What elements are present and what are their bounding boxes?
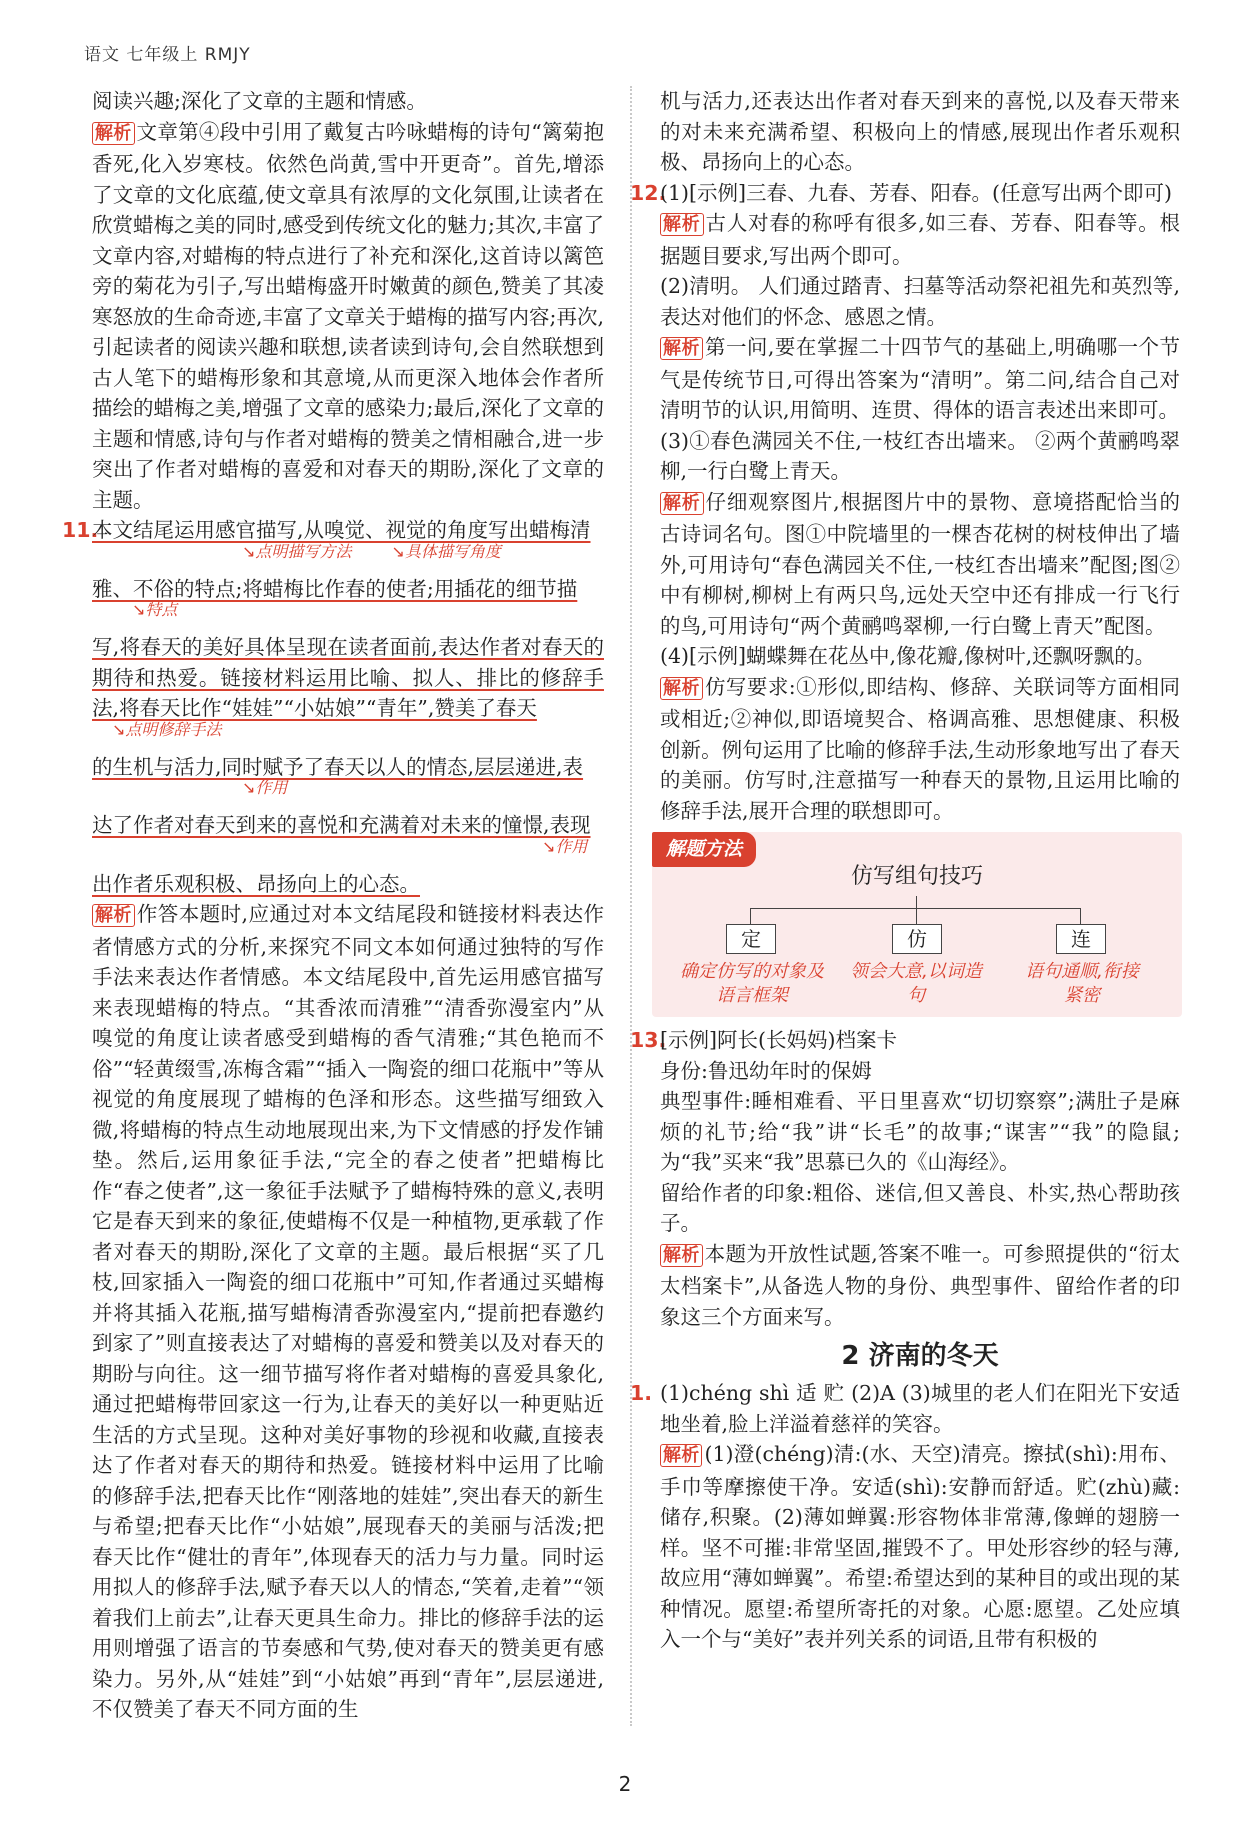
analysis-q13: 解析 本题为开放性试题,答案不唯一。可参照提供的“衍太太档案卡”,从备选人物的身份、典型事件、留给作者的印象这三个方面来写。 <box>660 1241 1180 1329</box>
tree-line <box>916 896 917 908</box>
tree-line <box>916 908 917 924</box>
paragraph: 阅读兴趣;深化了文章的主题和情感。 <box>92 89 427 113</box>
page-header: 语文 七年级上 RMJY <box>84 45 251 65</box>
question-11 <box>62 515 604 899</box>
answer-line: 达了作者对春天到来的喜悦和充满着对未来的憧憬,表现 <box>92 813 591 837</box>
method-box <box>652 832 1182 1017</box>
answer-line: 本文结尾运用感官描写,从嗅觉、视觉的角度写出蜡梅清 <box>92 518 591 542</box>
handwritten-note: ↘点明描写方法 ↘具体描写角度 <box>242 541 501 561</box>
method-node: 连 <box>1056 924 1106 954</box>
method-node: 仿 <box>892 924 942 954</box>
method-title: 仿写组句技巧 <box>850 864 983 889</box>
question-12-4: (4)[示例]蝴蝶舞在花丛中,像花瓣,像树叶,还飘呀飘的。 <box>660 644 1156 668</box>
answer-line: 出作者乐观积极、昂扬向上的心态。 <box>92 871 420 896</box>
tree-line <box>750 908 1080 909</box>
analysis-tag: 解析 <box>660 492 704 515</box>
handwritten-note: ↘作用 <box>542 836 588 856</box>
right-column <box>630 86 1181 1655</box>
page-number: 2 <box>618 1772 632 1796</box>
method-node-desc: 语句通顺,衔接紧密 <box>1025 961 1139 1006</box>
handwritten-note: ↘点明修辞手法 <box>112 719 222 739</box>
tree-line <box>750 908 751 924</box>
analysis-tag: 解析 <box>92 122 135 145</box>
question-12-2: (2)清明。 人们通过踏青、扫墓等活动祭祀祖先和英烈等,表达对他们的怀念、感恩之情。 <box>660 274 1180 329</box>
section-question-1: 1. (1)chéng shì 适 贮 (2)A (3)城里的老人们在阳光下安适地坐着,脸上洋溢着慈祥的笑容。 <box>660 1378 1180 1439</box>
method-node-desc: 领会大意,以词造句 <box>850 961 982 1006</box>
analysis-q12-1: 解析 古人对春的称呼有很多,如三春、芳春、阳春等。根据题目要求,写出两个即可。 <box>660 211 1181 268</box>
analysis-q11: 解析 作答本题时,应通过对本文结尾段和链接材料表达作者情感方式的分析,来探究不同文本如何通过独特的写作手法来表达作者情感。本文结尾段中,首先运用感官描写来表现蜡梅的特点。“其香浓而清雅”“清香弥漫室内”从嗅觉的角度让读者感受到蜡梅的香气清雅;“其色艳而不俗”“轻黄缀雪,冻梅含霜”“插入一陶瓷的细口花瓶中”等从视觉的角度展现了蜡梅的色泽和形态。这些描写细致入微,将蜡梅的特点生动地展现出来,为下文情感的抒发作铺垫。然后,运用象征手法,“完全的春之使者”把蜡梅比作“春之使者”,这一象征手法赋予了蜡梅特殊的意义,表明它是春天到来的象征,使蜡梅不仅是一种植物,更承载了作者对春天的期盼,深化了文章的主题。最后根据“买了几枝,回家插入一陶瓷的细口花瓶中”可知,作者通过买蜡梅并将其插入花瓶,描写蜡梅清香弥漫室内,“提前把春邀约到家了”则直接表达了对蜡梅的喜爱和赞美以及对春天的期盼与向往。这一细节描写将作者对蜡梅的喜爱具象化,通过把蜡梅带回家这一行为,让春天的美好以一种更贴近生活的方式呈现。这种对美好事物的珍视和收藏,直接表达了作者对春天的期待和热爱。链接材料中运用了比喻的修辞手法,把春天比作“刚落地的娃娃”,突出春天的新生与希望;把春天比作“小姑娘”,展现春天的美丽与活泼;把春天比作“健壮的青年”,体现春天的活力与力量。同时运用拟人的修辞手法,赋予春天以人的情态,“笑着,走着”“领着我们上前去”,让春天更具生命力。排比的修辞手法的运用则增强了语言的节奏感和气势,使对春天的赞美更有感染力。另外,从“娃娃”到“小姑娘”再到“青年”,层层递进,不仅赞美了春天不同方面的生 <box>92 902 605 1721</box>
handwritten-note: ↘作用 <box>242 778 288 797</box>
left-column <box>62 86 605 1725</box>
column-divider <box>630 86 632 1726</box>
question-number: 13. <box>630 1028 667 1052</box>
question-12-1: 12.(1)[示例]三春、九春、芳春、阳春。(任意写出两个即可) <box>660 178 1180 209</box>
analysis-q12-2: 解析 第一问,要在掌握二十四节气的基础上,明确哪一个节气是传统节日,可得出答案为“清明”。第二问,结合自己对清明节的认识,用简明、连贯、得体的语言表述出来即可。 <box>660 335 1180 422</box>
analysis-tag: 解析 <box>660 213 704 236</box>
paragraph: 典型事件:睡相难看、平日里喜欢“切切察察”;满肚子是麻烦的礼节;给“我”讲“长毛”的故事;“谋害”“我”的隐鼠;为“我”买来“我”思慕已久的《山海经》。 <box>660 1089 1180 1174</box>
tree-line <box>1080 908 1081 924</box>
answer-line: 写,将春天的美好具体呈现在读者面前,表达作者对春天的期待和热爱。链接材料运用比喻、拟人、排比的修辞手法,将春天比作“娃娃”“小姑娘”“青年”,赞美了春天 <box>92 635 604 720</box>
method-tag: 解题方法 <box>652 832 756 867</box>
question-number: 11. <box>62 518 99 542</box>
handwritten-note: ↘特点 <box>132 600 178 619</box>
paragraph: 身份:鲁迅幼年时的保姆 <box>660 1058 872 1083</box>
question-number: 12. <box>630 180 667 205</box>
analysis-q10: 解析 文章第④段中引用了戴复古吟咏蜡梅的诗句“篱菊抱香死,化入岁寒枝。依然色尚黄,雪中开更奇”。首先,增添了文章的文化底蕴,使文章具有浓厚的文化氛围,让读者在欣赏蜡梅之美的同时,感受到传统文化的魅力;其次,丰富了文章内容,对蜡梅的特点进行了补充和深化,这首诗以篱笆旁的菊花为引子,写出蜡梅盛开时嫩黄的颜色,赞美了其凌寒怒放的生命奇迹,丰富了文章关于蜡梅的描写内容;再次,引起读者的阅读兴趣和联想,读者读到诗句,会自然联想到古人笔下的蜡梅形象和其意境,从而更深入地体会作者所描绘的蜡梅之美,增强了文章的感染力;最后,深化了文章的主题和情感,诗句与作者对蜡梅的赞美之情相融合,进一步突出了作者对蜡梅的喜爱和对春天的期盼,深化了文章的主题。 <box>92 119 604 512</box>
answer-line: 雅、不俗的特点;将蜡梅比作春的使者;用插花的细节描 <box>92 576 578 601</box>
method-node-desc: 确定仿写的对象及语言框架 <box>680 961 824 1006</box>
analysis-tag: 解析 <box>660 337 703 360</box>
analysis-q12-4: 解析 仿写要求:①形似,即结构、修辞、关联词等方面相同或相近;②神似,即语境契合、格调高雅、思想健康、积极创新。例句运用了比喻的修辞手法,生动形象地写出了春天的美丽。仿写时,注意描写一种春天的景物,且运用比喻的修辞手法,展开合理的联想即可。 <box>660 674 1181 823</box>
question-13: 13.[示例]阿长(长妈妈)档案卡 <box>660 1025 1180 1056</box>
question-12-3: (3)①春色满园关不住,一枝红杏出墙来。 ②两个黄鹂鸣翠柳,一行白鹭上青天。 <box>660 428 1180 483</box>
paragraph: 机与活力,还表达出作者对春天到来的喜悦,以及春天带来的对未来充满希望、积极向上的情感,展现出作者乐观积极、昂扬向上的心态。 <box>660 89 1180 174</box>
analysis-tag: 解析 <box>660 1444 702 1467</box>
question-number: 1. <box>630 1381 653 1405</box>
paragraph: 留给作者的印象:粗俗、迷信,但又善良、朴实,热心帮助孩子。 <box>660 1180 1180 1235</box>
section-title: 2 济南的冬天 <box>841 1341 999 1371</box>
analysis-q12-3: 解析 仔细观察图片,根据图片中的景物、意境搭配恰当的古诗词名句。图①中院墙里的一棵杏花树的树枝伸出了墙外,可用诗句“春色满园关不住,一枝红杏出墙来”配图;图②中有柳树,柳树上有两只鸟,远处天空中还有排成一行飞行的鸟,可用诗句“两个黄鹂鸣翠柳,一行白鹭上青天”配图。 <box>660 489 1181 638</box>
analysis-tag: 解析 <box>92 904 135 927</box>
analysis-tag: 解析 <box>660 677 703 700</box>
answer-line: 的生机与活力,同时赋予了春天以人的情态,层层递进,表 <box>92 754 584 779</box>
analysis-tag: 解析 <box>660 1244 703 1267</box>
analysis-s1: 解析 (1)澄(chéng)清:(水、天空)清亮。擦拭(shì):用布、手巾等摩擦使干净。安适(shì):安静而舒适。贮(zhù)藏:储存,积聚。(2)薄如蝉翼:形容物体非常薄,像蝉的翅膀一样。坚不可摧:非常坚固,摧毁不了。甲处形容纱的轻与薄,故应用“薄如蝉翼”。希望:希望达到的某种目的或出现的某种情况。愿望:希望所寄托的对象。心愿:愿望。乙处应填入一个与“美好”表并列关系的词语,且带有积极的 <box>660 1442 1181 1651</box>
method-node: 定 <box>726 924 776 954</box>
